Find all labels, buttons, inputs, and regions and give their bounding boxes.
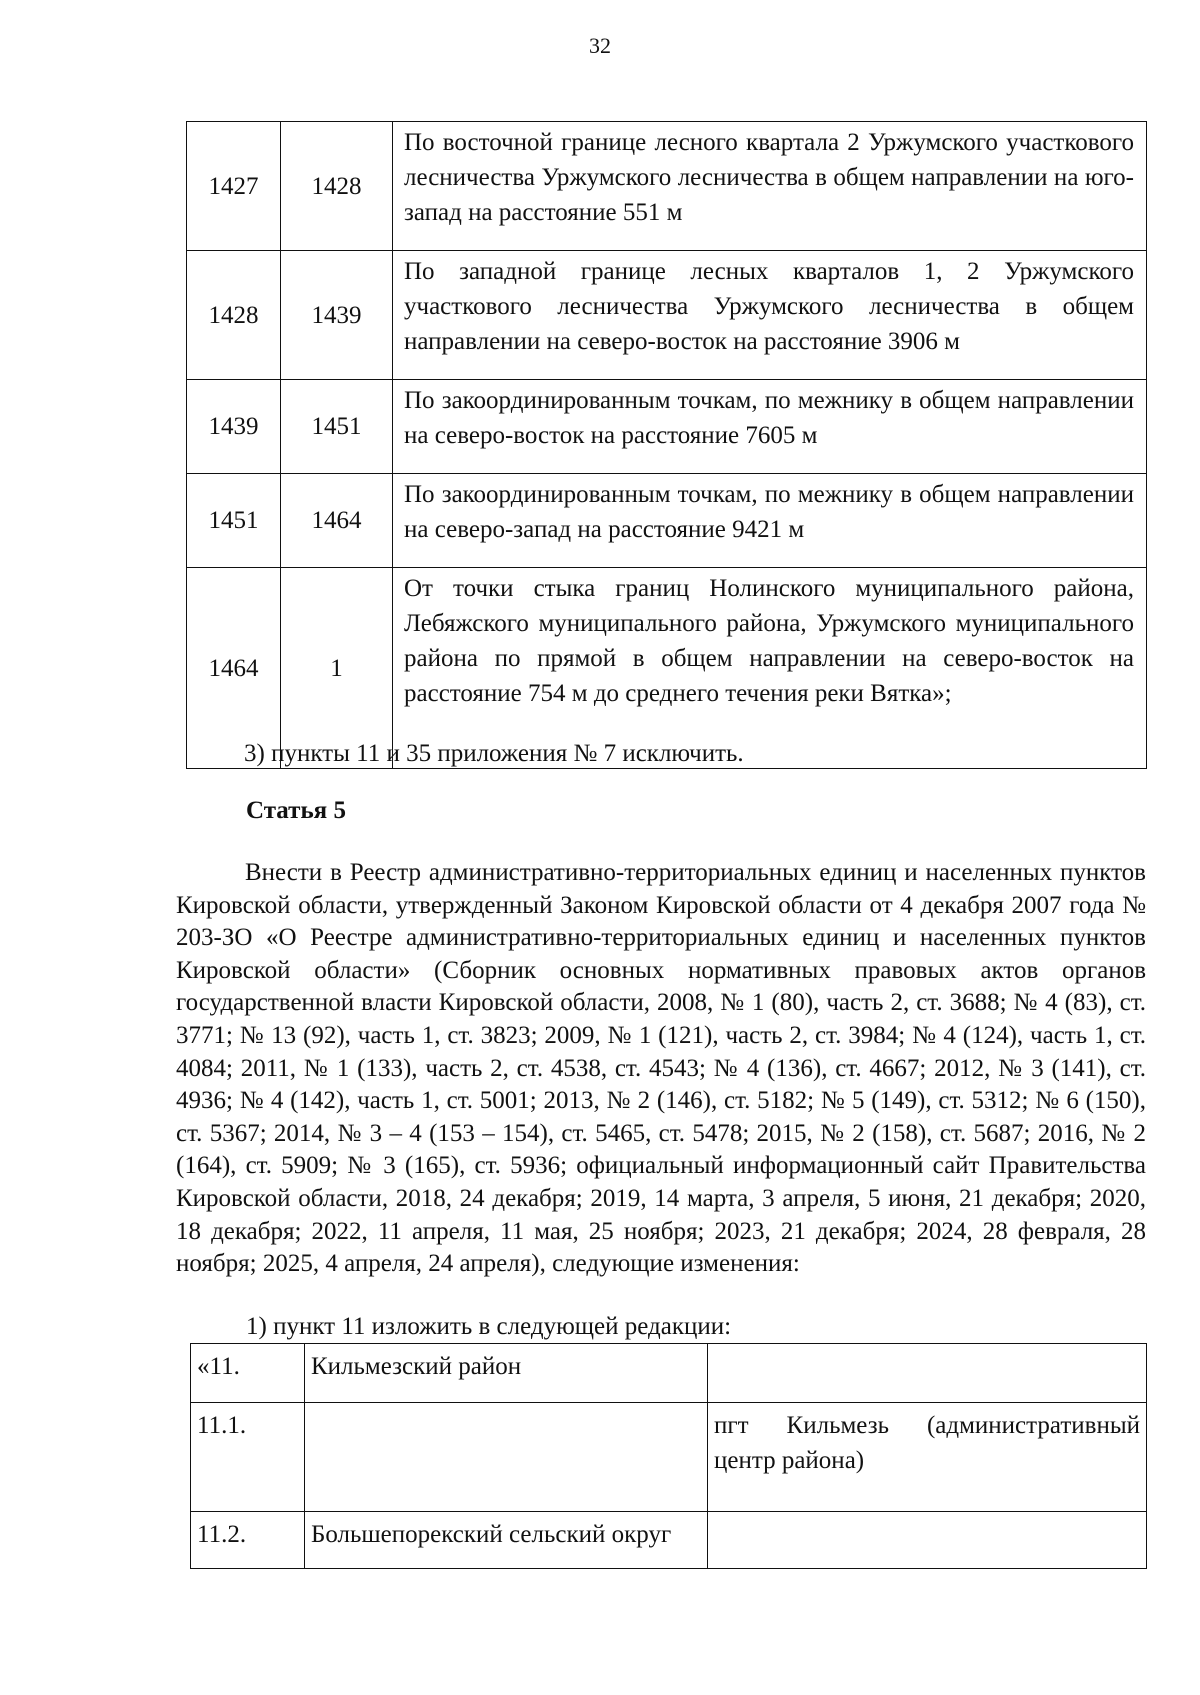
point-from-cell: 1428 <box>187 251 281 380</box>
point-to-cell: 1451 <box>281 380 393 474</box>
table-row <box>191 1512 1147 1569</box>
point-from-cell: 1464 <box>187 568 281 769</box>
registry-settlement-cell <box>708 1344 1147 1403</box>
point-to-cell: 1428 <box>281 122 393 251</box>
point-from-cell: 1439 <box>187 380 281 474</box>
table-row <box>187 474 1147 568</box>
article-body: Внести в Реестр административно-территориальных единиц и населенных пунктов Кировской области, утвержденный Законом Кировской области от 4 декабря 2007 года № 203-ЗО «О Реестре административно-территориальных единиц и населенных пунктов Кировской области» (Сборник основных нормативных правовых актов органов государственной власти Кировской области, 2008, № 1 (80), часть 2, ст. 3688; № 4 (83), ст. 3771; № 13 (92), часть 1, ст. 3823; 2009, № 1 (121), часть 2, ст. 3984; № 4 (124), часть 1, ст. 4084; 2011, № 1 (133), часть 2, ст. 4538, ст. 4543; № 4 (136), ст. 4667; 2012, № 3 (141), ст. 4936; № 4 (142), часть 1, ст. 5001; 2013, № 2 (146), ст. 5182; № 5 (149), ст. 5312; № 6 (150), ст. 5367; 2014, № 3 – 4 (153 – 154), ст. 5465, ст. 5478; 2015, № 2 (158), ст. 5687; 2016, № 2 (164), ст. 5909; № 3 (165), ст. 5936; официальный информационный сайт Правительства Кировской области, 2018, 24 декабря; 2019, 14 марта, 3 апреля, 5 июня, 21 декабря; 2020, 18 декабря; 2022, 11 апреля, 11 мая, 25 ноября; 2023, 21 декабря; 2024, 28 февраля, 28 ноября; 2025, 4 апреля, 24 апреля), следующие изменения: <box>176 859 1146 1278</box>
boundary-description-cell: По восточной границе лесного квартала 2 Уржумского участкового лесничества Уржумского лесничества в общем направлении на юго-запад на расстояние 551 м <box>393 122 1147 251</box>
point-from-cell: 1451 <box>187 474 281 568</box>
registry-unit-cell: Большепорекский сельский округ <box>305 1512 708 1569</box>
boundary-description-cell: По закоординированным точкам, по межнику в общем направлении на северо-запад на расстояние 9421 м <box>393 474 1147 568</box>
registry-unit-cell <box>305 1403 708 1512</box>
page-number: 32 <box>589 33 611 58</box>
item-1-paragraph: 1) пункт 11 изложить в следующей редакции: <box>246 1313 732 1340</box>
boundary-table <box>186 121 1147 769</box>
point-to-cell: 1464 <box>281 474 393 568</box>
boundary-description-cell: По закоординированным точкам, по межнику в общем направлении на северо-восток на расстояние 7605 м <box>393 380 1147 474</box>
registry-code-cell: 11.2. <box>191 1512 305 1569</box>
boundary-description-cell: От точки стыка границ Нолинского муниципального района, Лебяжского муниципального района, Уржумского муниципального района по прямой в общем направлении на северо-восток на расстояние 754 м до среднего течения реки Вятка»; <box>393 568 1147 769</box>
table-row <box>191 1344 1147 1403</box>
point-to-cell: 1 <box>281 568 393 769</box>
table-row <box>191 1403 1147 1512</box>
point-to-cell: 1439 <box>281 251 393 380</box>
registry-table <box>190 1343 1147 1569</box>
item-3-paragraph: 3) пункты 11 и 35 приложения № 7 исключить. <box>244 740 744 767</box>
boundary-description-cell: По западной границе лесных кварталов 1, 2 Уржумского участкового лесничества Уржумского лесничества в общем направлении на северо-восток на расстояние 3906 м <box>393 251 1147 380</box>
table-row <box>187 251 1147 380</box>
registry-code-cell: «11. <box>191 1344 305 1403</box>
registry-code-cell: 11.1. <box>191 1403 305 1512</box>
table-row <box>187 380 1147 474</box>
registry-settlement-cell: пгт Кильмезь (административный центр района) <box>708 1403 1147 1512</box>
table-row <box>187 122 1147 251</box>
article-heading: Статья 5 <box>246 797 346 824</box>
registry-settlement-cell <box>708 1512 1147 1569</box>
point-from-cell: 1427 <box>187 122 281 251</box>
registry-unit-cell: Кильмезский район <box>305 1344 708 1403</box>
